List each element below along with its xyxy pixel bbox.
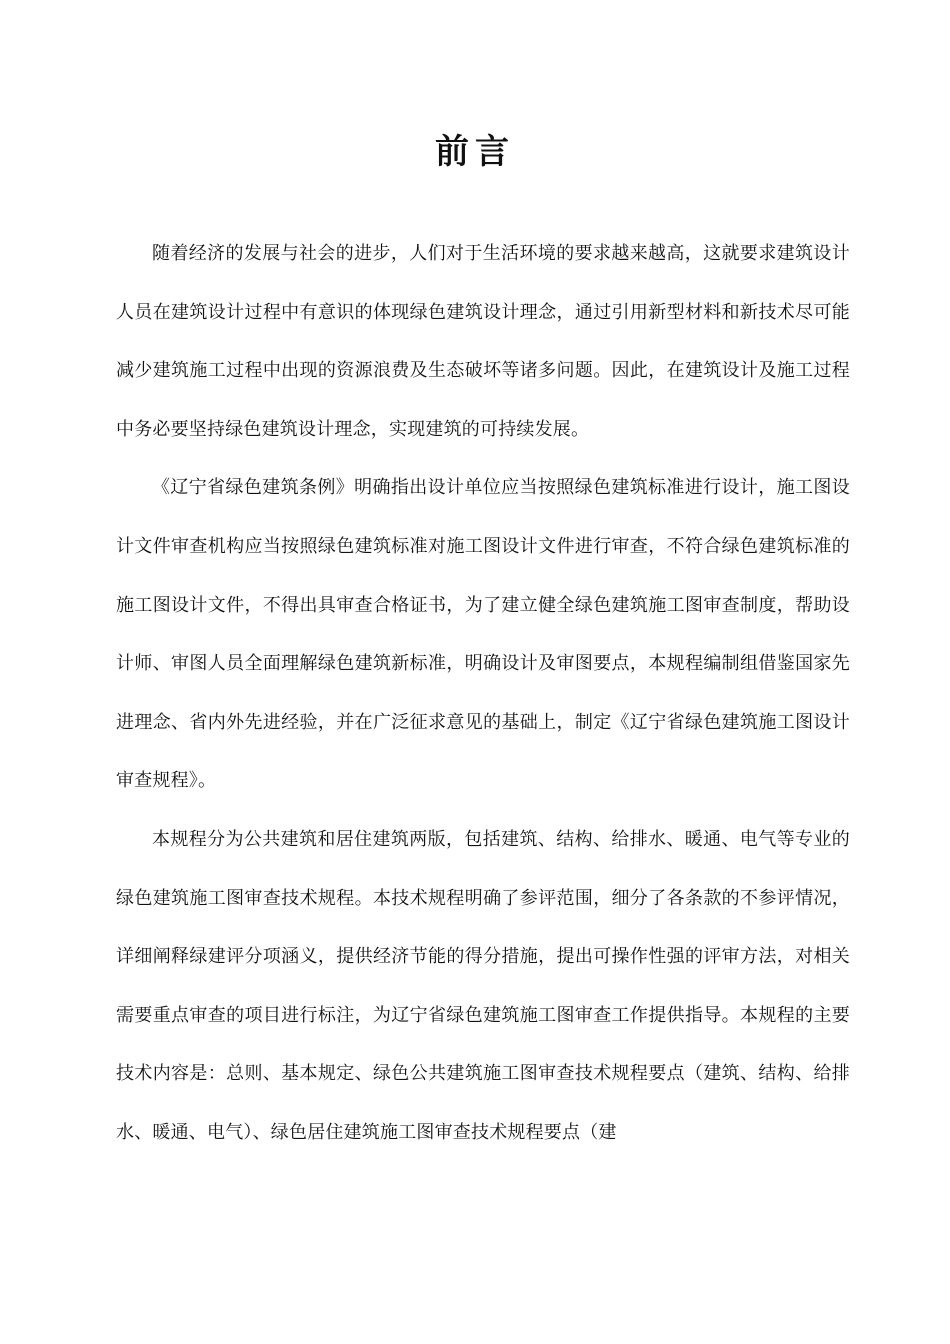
page-title: 前言 <box>435 132 515 172</box>
paragraph-3: 本规程分为公共建筑和居住建筑两版，包括建筑、结构、给排水、暖通、电气等专业的绿色建筑施工图审查技术规程。本技术规程明确了参评范围，细分了各条款的不参评情况，详细阐释绿建评分项涵义，提供经济节能的得分措施，提出可操作性强的评审方法，对相关需要重点审查的项目进行标注，为辽宁省绿色建筑施工图审查工作提供指导。本规程的主要技术内容是：总则、基本规定、绿色公共建筑施工图审查技术规程要点（建筑、结构、给排水、暖通、电气）、绿色居住建筑施工图审查技术规程要点（建 <box>116 828 850 1143</box>
body-text <box>116 225 850 1163</box>
paragraph-1: 随着经济的发展与社会的进步，人们对于生活环境的要求越来越高，这就要求建筑设计人员在建筑设计过程中有意识的体现绿色建筑设计理念，通过引用新型材料和新技术尽可能减少建筑施工过程中出现的资源浪费及生态破坏等诸多问题。因此，在建筑设计及施工过程中务必要坚持绿色建筑设计理念，实现建筑的可持续发展。 <box>116 243 850 440</box>
paragraph-2: 《辽宁省绿色建筑条例》明确指出设计单位应当按照绿色建筑标准进行设计，施工图设计文件审查机构应当按照绿色建筑标准对施工图设计文件进行审查，不符合绿色建筑标准的施工图设计文件，不得出具审查合格证书，为了建立健全绿色建筑施工图审查制度，帮助设计师、审图人员全面理解绿色建筑新标准，明确设计及审图要点，本规程编制组借鉴国家先进理念、省内外先进经验，并在广泛征求意见的基础上，制定《辽宁省绿色建筑施工图设计审查规程》。 <box>116 477 850 792</box>
